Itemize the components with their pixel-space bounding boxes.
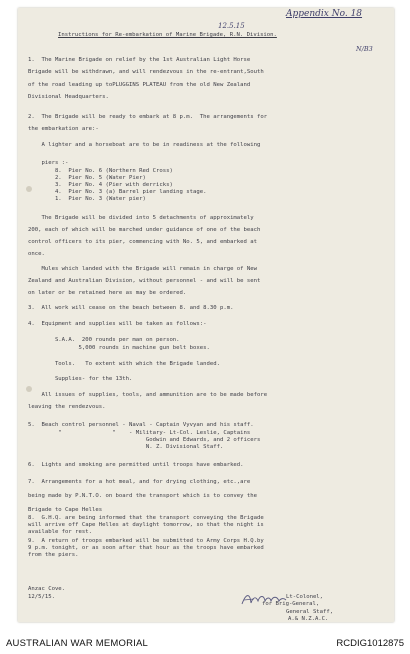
record-id: RCDIG1012875	[336, 638, 404, 649]
para-4-line: 5,000 rounds in machine gun belt boxes.	[28, 345, 210, 351]
para-8-line: 8. G.H.Q. are being informed that the transport conveying the Brigade	[28, 515, 264, 521]
para-1-line: Divisional Headquarters.	[28, 94, 109, 100]
para-2-line: A lighter and a horseboat are to be in readiness at the following	[28, 142, 261, 148]
para-9-line: from the piers.	[28, 552, 79, 558]
para-4-line: All issues of supplies, tools, and ammunition are to be made before	[28, 392, 268, 398]
document-page	[18, 8, 394, 622]
para-7-line: 7. Arrangements for a hot meal, and for drying clothing, etc.,are	[28, 479, 251, 485]
para-9-line: 9. A return of troops embarked will be submitted to Army Corps H.Q.by	[28, 538, 264, 544]
archive-source: AUSTRALIAN WAR MEMORIAL	[6, 638, 149, 649]
para-1-line: of the road leading up toPLUGGINS PLATEAU from the old New Zealand	[28, 82, 251, 88]
para-2-line: The Brigade will be divided into 5 detachments of approximately	[28, 215, 254, 221]
para-2-line: control officers to its pier, commencing with No. 5, and embarked at	[28, 239, 258, 245]
para-3-line: 3. All work will cease on the beach between 8. and 8.30 p.m.	[28, 305, 234, 311]
para-6-line: 6. Lights and smoking are permitted until troops have embarked.	[28, 462, 244, 468]
para-5-line: Godwin and Edwards, and 2 officers	[28, 437, 261, 443]
handwritten-number: N/B3	[356, 45, 373, 53]
para-4-line: Tools. To extent with which the Brigade landed.	[28, 361, 220, 367]
para-8-line: available for rest.	[28, 529, 92, 535]
closing-date: 12/5/15.	[28, 594, 55, 600]
signature-rank: Lt-Colonel,	[286, 594, 324, 600]
para-1-line: Brigade will be withdrawn, and will rendezvous in the re-entrant,South	[28, 69, 264, 75]
para-2-line: Mules which landed with the Brigade will remain in charge of New	[28, 266, 258, 272]
closing-place: Anzac Cove.	[28, 586, 66, 592]
para-2-line: 2. The Brigade will be ready to embark at 8 p.m. The arrangements for	[28, 114, 268, 120]
archive-footer	[0, 632, 410, 654]
para-2-line: the embarkation are:-	[28, 126, 99, 132]
signature-staff: General Staff,	[286, 609, 334, 615]
para-2-line: once.	[28, 251, 45, 257]
para-5-line: 5. Beach control personnel - Naval - Captain Vyvyan and his staff.	[28, 422, 254, 428]
pier-list-item: 8. Pier No. 6 (Northern Red Cross)	[28, 168, 173, 174]
para-1-line: 1. The Marine Brigade on relief by the 1st Australian Light Horse	[28, 57, 251, 63]
pier-list-item: 3. Pier No. 4 (Pier with derricks)	[28, 182, 173, 188]
document-title: Instructions for Re-embarkation of Marine Brigade, R.N. Division.	[58, 32, 277, 38]
appendix-number: Appendix No. 18	[286, 9, 363, 19]
pier-list-item: 4. Pier No. 3 (a) Barrel pier landing stage.	[28, 189, 207, 195]
para-8-line: will arrive off Cape Helles at daylight tomorrow, so that the night is	[28, 522, 264, 528]
para-2-line: piers :-	[28, 160, 69, 166]
para-2-line: Zealand and Australian Division, without personnel - and will be sent	[28, 278, 261, 284]
para-4-line: leaving the rendezvous.	[28, 404, 106, 410]
pier-list-item: 2. Pier No. 5 (Water Pier)	[28, 175, 146, 181]
handwritten-date: 12.5.15	[218, 22, 245, 30]
signature-for: for Brig-General,	[262, 601, 320, 607]
para-5-line: N. Z. Divisional Staff.	[28, 444, 224, 450]
para-2-line: 200, each of which will be marched under guidance of one of the beach	[28, 227, 261, 233]
para-4-line: S.A.A. 200 rounds per man on person.	[28, 337, 180, 343]
signature-unit: A.& N.Z.A.C.	[288, 616, 329, 622]
para-4-line: 4. Equipment and supplies will be taken as follows:-	[28, 321, 207, 327]
pier-list-item: 1. Pier No. 3 (Water pier)	[28, 196, 146, 202]
para-7-line: Brigade to Cape Helles	[28, 507, 103, 513]
para-2-line: on later or be retained here as may be ordered.	[28, 290, 187, 296]
para-9-line: 9 p.m. tonight, or as soon after that hour as the troops have embarked	[28, 545, 264, 551]
para-7-line: being made by P.N.T.O. on board the transport which is to convey the	[28, 493, 258, 499]
para-5-line: " " - Military- Lt-Col. Leslie, Captains	[28, 430, 251, 436]
para-4-line: Supplies- for the 13th.	[28, 376, 133, 382]
